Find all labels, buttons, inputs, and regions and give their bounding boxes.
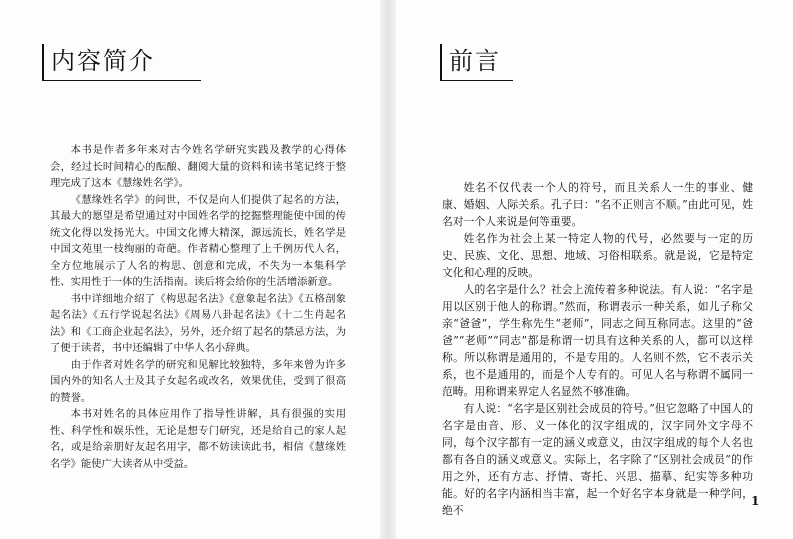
left-paragraph-4: 由于作者对姓名学的研究和见解比较独特，多年来曾为许多国内外的知名人士及其子女起名或改名，效果优佳，受到了很高的赞誉。: [50, 358, 346, 404]
left-paragraph-3: 书中详细地介绍了《构思起名法》《意象起名法》《五格剖象起名法》《五行学说起名法》《周易八卦起名法》《十二生肖起名法》和《工商企业起名法》，另外，还介绍了起名的禁忌方法，为了便于读者，书中还编辑了中华人名小辞典。: [50, 292, 346, 354]
left-page-body: [50, 142, 346, 472]
right-page: [396, 0, 793, 539]
right-paragraph-1: 姓名不仅代表一个人的符号，而且关系人一生的事业、健康、婚姻、人际关系。孔子曰：“名不正则言不顺。”由此可见，姓名对一个人来说是何等重要。: [442, 181, 753, 228]
right-paragraph-3: 人的名字是什么？社会上流传着多种说法。有人说：“名字是用以区别于他人的称谓。”然而，称谓表示一种关系，如儿子称父亲“爸爸”，学生称先生“老师”，同志之间互称同志。这里的“爸爸”“老师”“同志”都是称谓一切具有这种关系的人，都可以这样称。所以称谓是通用的，不是专用的。人名则不然，它不表示关系，也不是通用的，而是个人专有的。可见人名与称谓不属同一范畴。用称谓来界定人名显然不够准确。: [442, 283, 753, 398]
right-paragraph-4: 有人说：“名字是区别社会成员的符号。”但它忽略了中国人的名字是由音、形、义一体化的汉字组成的，汉字同外文字母不同，每个汉字都有一定的涵义或意义，由汉字组成的每个人名也都有各自的涵义或意义。实际上，名字除了“区别社会成员”的作用之外，还有方志、抒情、寄托、兴思、描摹、纪实等多种功能。好的名字内涵相当丰富，起一个好名字本身就是一种学问，绝不: [442, 402, 753, 517]
right-heading-box: [440, 44, 513, 81]
right-page-heading: 前言: [449, 47, 501, 75]
right-page-body: [442, 179, 753, 519]
book-gutter: [380, 0, 396, 539]
left-paragraph-2: 《慧缘姓名学》的问世，不仅是向人们提供了起名的方法，其最大的愿望是希望通过对中国姓名学的挖掘整理能使中国的传统文化得以发扬光大。中国文化博大精深，源远流长，姓名学是中国文苑里一枝绚丽的奇葩。作者精心整理了上千例历代人名，全方位地展示了人名的构思、创意和完成，不失为一本集科学性、实用性于一体的生活指南。读后将会给你的生活增添新意。: [50, 193, 346, 288]
left-page-heading: 内容简介: [51, 47, 155, 75]
left-paragraph-1: 本书是作者多年来对古今姓名学研究实践及教学的心得体会，经过长时间精心的酝酿、翻阅大量的资料和读书笔记终于整理完成了这本《慧缘姓名学》。: [50, 144, 346, 189]
left-paragraph-5: 本书对姓名的具体应用作了指导性讲解，具有很强的实用性、科学性和娱乐性，无论是想专门研究，还是给自己的家人起名，或是给亲朋好友起名用字，都不妨读读此书，相信《慧缘姓名学》能使广大读者从中受益。: [50, 408, 346, 470]
page-number: 1: [751, 494, 760, 508]
left-page: [0, 0, 380, 539]
left-heading-box: [42, 44, 201, 81]
right-paragraph-2: 姓名作为社会上某一特定人物的代号，必然要与一定的历史、民族、文化、思想、地域、习俗相联系。就是说，它是特定文化和心理的反映。: [442, 232, 753, 279]
